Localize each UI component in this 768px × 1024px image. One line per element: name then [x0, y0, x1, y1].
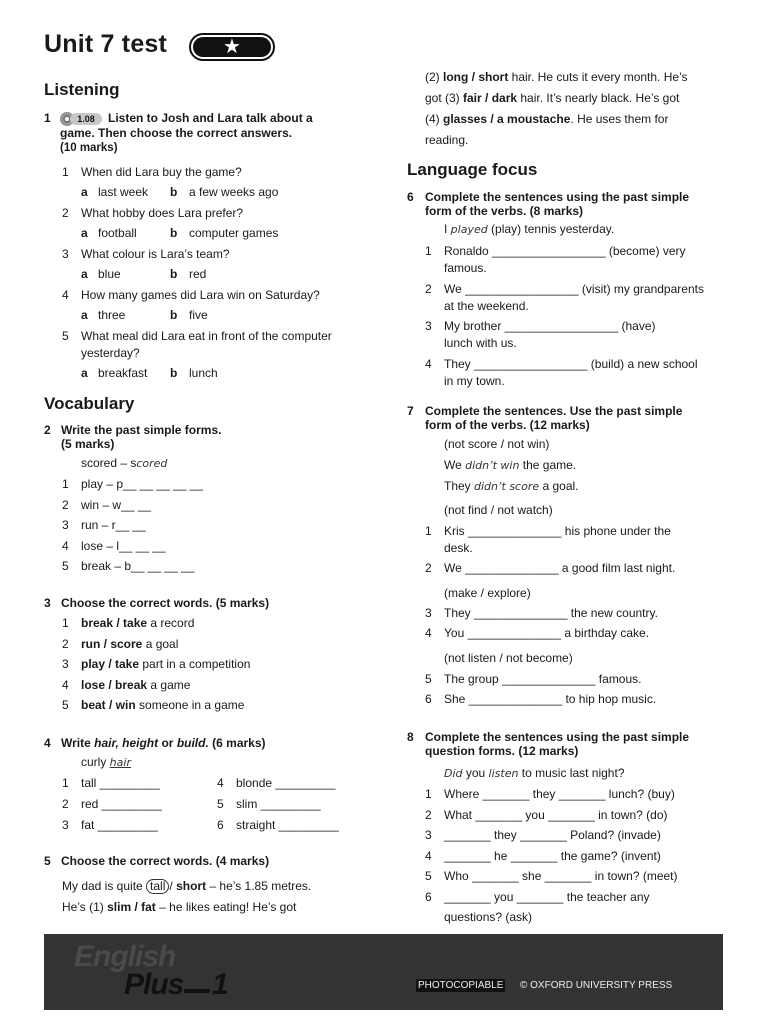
list-item: 4 They _________________ (build) a new school in my town.	[425, 357, 698, 388]
list-item: 2 What hobby does Lara prefer?	[62, 206, 244, 220]
answer-options: a last week b a few weeks ago	[81, 185, 279, 199]
question-2-example: scored – scored	[81, 456, 168, 470]
question-4-example: curly hair	[81, 755, 131, 769]
list-item: 5 break – b__ __ __ __	[62, 559, 195, 573]
list-item: 1 Where _______ they _______ lunch? (buy)	[425, 787, 675, 801]
question-1-items: 1 When did Lara buy the game? a last week b a few weeks ago 2 What hobby does Lara prefer? a football b computer games 3 What colour is Lara’s team? a blue b red 4 How many games did Lara win on Saturday? a three b five 5 What meal did Lara eat in front of the computer yesterday? a breakfast b lunch	[62, 165, 362, 386]
question-7-example-2: They didn’t score a goal.	[444, 479, 579, 493]
question-6-items	[425, 244, 730, 395]
list-item: 1 break / take a record	[62, 616, 195, 630]
question-4-items-left	[62, 776, 217, 839]
list-item: 3 fat _________	[62, 818, 158, 832]
list-item: 2 run / score a goal	[62, 636, 179, 651]
list-item: 6 straight _________	[217, 818, 339, 832]
list-item: 2 We _________________ (visit) my grandparents at the weekend.	[425, 282, 704, 313]
question-7-verbs-group-3: (make / explore)	[444, 586, 531, 600]
language-focus-heading: Language focus	[407, 160, 538, 179]
list-item: 4 How many games did Lara win on Saturday?	[62, 288, 320, 302]
question-3-instruction: 3 Choose the correct words. (5 marks)	[44, 596, 270, 610]
list-item: 4 _______ he _______ the game? (invent)	[425, 848, 661, 863]
question-5-text: My dad is quite tall / short – he’s 1.85 metres. He’s (1) slim / fat – he likes eating! He’s got	[62, 879, 312, 914]
track-number: 1.08	[70, 113, 102, 125]
question-4-instruction: 4 Write hair, height or build. (6 marks)	[44, 736, 266, 750]
question-4-items-right	[217, 776, 367, 839]
question-8-instruction: 8 Complete the sentences using the past simple question forms. (12 marks)	[407, 730, 690, 758]
list-item: 3 My brother _________________ (have) lunch with us.	[425, 319, 656, 350]
list-item: 1 tall _________	[62, 776, 160, 790]
brand-logo-english: English	[74, 940, 176, 973]
copyright-notice: © OXFORD UNIVERSITY PRESS	[520, 980, 673, 991]
question-8-items	[425, 787, 730, 928]
list-item: 5 beat / win someone in a game	[62, 698, 245, 712]
list-item: 1 Ronaldo _________________ (become) very famous.	[425, 244, 686, 275]
list-item: 4 lose – l__ __ __	[62, 538, 166, 553]
question-7-instruction: 7 Complete the sentences. Use the past simple form of the verbs. (12 marks)	[407, 404, 683, 432]
star-level-badge	[189, 33, 275, 61]
list-item: 1 When did Lara buy the game?	[62, 165, 242, 179]
question-7-verbs-group-2: (not find / not watch)	[444, 503, 553, 517]
question-6-example: I played (play) tennis yesterday.	[444, 222, 615, 236]
audio-cd-icon	[60, 112, 104, 126]
question-2-items	[62, 477, 362, 580]
question-7-verbs-group-4: (not listen / not become)	[444, 651, 573, 665]
question-7-example-1: We didn’t win the game.	[444, 458, 577, 472]
question-6-instruction: 6 Complete the sentences using the past simple form of the verbs. (8 marks)	[407, 190, 690, 218]
list-item: 4 lose / break a game	[62, 677, 191, 692]
answer-options: a blue b red	[81, 267, 207, 281]
brand-logo-bar	[184, 989, 210, 993]
question-8-example: Did you listen to music last night?	[444, 766, 625, 780]
list-item: 5 slim _________	[217, 797, 321, 811]
list-item: 3 _______ they _______ Poland? (invade)	[425, 828, 661, 842]
list-item: 2 win – w__ __	[62, 497, 152, 512]
list-item: 1 play – p__ __ __ __ __	[62, 477, 204, 491]
photocopiable-label: PHOTOCOPIABLE	[418, 980, 504, 991]
list-item: 3 run – r__ __	[62, 518, 146, 532]
list-item: 4 blonde _________	[217, 776, 336, 790]
star-icon: ★	[193, 37, 271, 57]
list-item: 2 What _______ you _______ in town? (do)	[425, 807, 668, 822]
question-1-instruction: 1 1.08 Listen to Josh and Lara talk about a game. Then choose the correct answers. (10 marks)	[44, 111, 313, 154]
marks: (10 marks)	[60, 141, 118, 154]
answer-options: a football b computer games	[81, 226, 279, 240]
list-item: 6 _______ you _______ the teacher any questions? (ask)	[425, 889, 650, 924]
footer-banner	[44, 934, 723, 1010]
brand-logo-level: 1	[212, 968, 229, 1001]
question-3-items	[62, 616, 362, 719]
question-7-verbs-group-1: (not score / not win)	[444, 437, 550, 451]
list-item: 5 Who _______ she _______ in town? (meet)	[425, 869, 678, 883]
vocabulary-heading: Vocabulary	[44, 394, 135, 413]
circled-answer: tall	[146, 879, 169, 894]
question-5-text-continued: (2) long / short hair. He cuts it every month. He’s got (3) fair / dark hair. It’s nearly black. He’s got (4) glasses / a moustache. He uses them for reading.	[425, 70, 688, 147]
list-item: 5 What meal did Lara eat in front of the computer	[62, 329, 332, 343]
question-2-instruction: 2 Write the past simple forms. (5 marks)	[44, 423, 222, 451]
answer-options: a breakfast b lunch	[81, 366, 218, 380]
page-title: Unit 7 test	[44, 30, 168, 58]
question-5-instruction: 5 Choose the correct words. (4 marks)	[44, 854, 270, 868]
answer-options: a three b five	[81, 308, 208, 322]
list-item: 2 red _________	[62, 797, 162, 811]
listening-heading: Listening	[44, 80, 120, 99]
brand-logo-plus: Plus	[124, 968, 184, 1001]
list-item: 3 What colour is Lara’s team?	[62, 247, 230, 261]
question-number: 1	[44, 111, 51, 125]
list-item: 3 play / take part in a competition	[62, 657, 251, 671]
